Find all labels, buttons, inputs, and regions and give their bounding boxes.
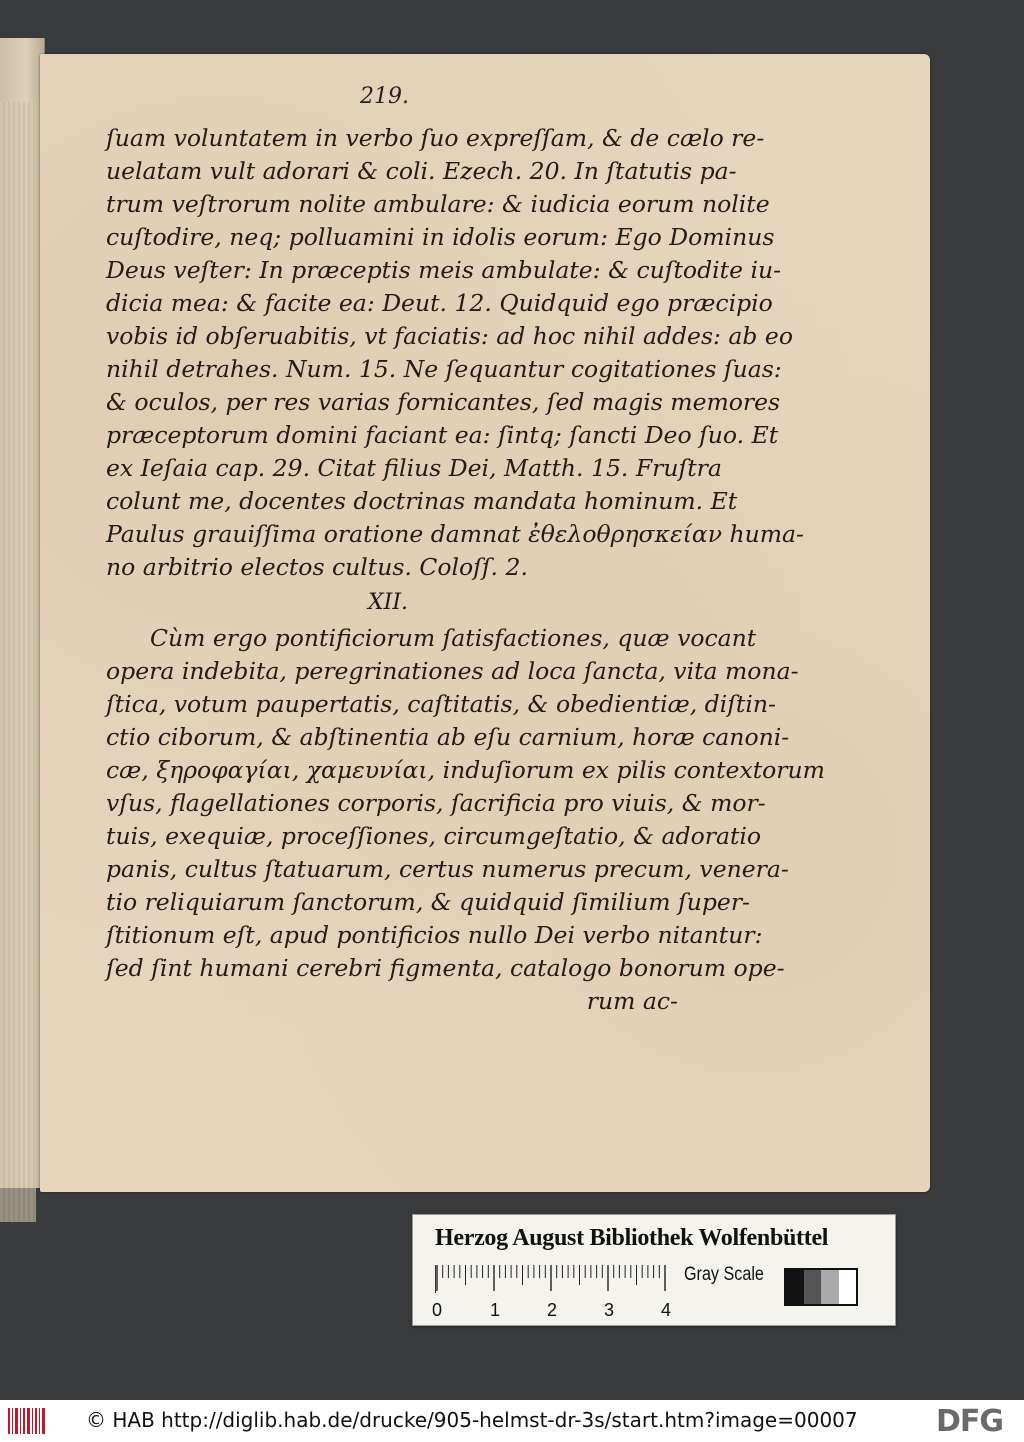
- ruler-number: 3: [604, 1300, 615, 1320]
- text-line: nihil detrahes. Num. 15. Ne ſequantur cogitationes ſuas:: [106, 355, 782, 383]
- section-line: vſus, flagellationes corporis, ſacrificia pro viuis, & mor-: [106, 789, 766, 817]
- page-number: 219.: [360, 84, 409, 109]
- catchword: rum ac-: [586, 987, 678, 1015]
- gray-swatch-black: [786, 1270, 804, 1304]
- gray-scale-label: Gray Scale: [684, 1264, 764, 1285]
- text-line: Paulus grauiſſima oratione damnat ἐθελοθρησκείαν huma-: [106, 520, 804, 548]
- ruler-number: 2: [547, 1300, 558, 1320]
- page-text: [106, 122, 825, 1018]
- section-line: ctio ciborum, & abſtinentia ab eſu carnium, horæ canoni-: [106, 723, 790, 751]
- library-title: Herzog August Bibliothek Wolfenbüttel: [435, 1225, 829, 1251]
- ruler-number: 4: [661, 1300, 672, 1320]
- ruler-ticks: [436, 1265, 676, 1293]
- text-line: no arbitrio electos cultus. Coloſſ. 2.: [106, 553, 528, 581]
- barcode-icon: [8, 1406, 48, 1436]
- previous-page-leaves: [0, 102, 36, 1222]
- gray-swatch-white: [839, 1270, 857, 1304]
- text-line: cuſtodire, neq; polluamini in idolis eorum: Ego Dominus: [106, 223, 775, 251]
- section-line: ſed ſint humani cerebri figmenta, catalogo bonorum ope-: [106, 954, 785, 982]
- section-line: tio reliquiarum ſanctorum, & quidquid ſimilium ſuper-: [106, 888, 750, 916]
- text-line: ſuam voluntatem in verbo ſuo expreſſam, & de cælo re-: [106, 124, 765, 152]
- section-line: ſtica, votum paupertatis, caſtitatis, & obedientiæ, diſtin-: [106, 690, 776, 718]
- previous-page-edge: [0, 38, 45, 1188]
- measurement-ruler: [435, 1265, 676, 1293]
- text-line: & oculos, per res varias fornicantes, ſed magis memores: [106, 388, 781, 416]
- section-line: ſtitionum eſt, apud pontificios nullo Dei verbo nitantur:: [106, 921, 763, 949]
- section-line: panis, cultus ſtatuarum, certus numerus precum, venera-: [106, 855, 789, 883]
- section-line: tuis, exequiæ, proceſſiones, circumgeſtatio, & adoratio: [106, 822, 762, 850]
- text-line: Deus veſter: In præceptis meis ambulate: & cuſtodite iu-: [106, 256, 782, 284]
- ruler-number: 0: [432, 1300, 443, 1320]
- text-line: præceptorum domini faciant ea: ſintq; ſancti Deo ſuo. Et: [106, 421, 779, 449]
- ruler-number: 1: [490, 1300, 501, 1320]
- dfg-logo: DFG: [936, 1404, 1004, 1439]
- section-heading: XII.: [368, 590, 409, 615]
- section-line: opera indebita, peregrinationes ad loca ſancta, vita mona-: [106, 657, 799, 685]
- text-line: vobis id obſeruabitis, vt faciatis: ad hoc nihil addes: ab eo: [106, 322, 793, 350]
- text-line: uelatam vult adorari & coli. Ezech. 20. In ſtatutis pa-: [106, 157, 737, 185]
- footer-url[interactable]: © HAB http://diglib.hab.de/drucke/905-helmst-dr-3s/start.htm?image=00007: [86, 1408, 858, 1432]
- gray-swatch-dark: [804, 1270, 822, 1304]
- section-line: cæ, ξηροφαγίαι, χαμευνίαι, induſiorum ex pilis contextorum: [106, 756, 825, 784]
- text-line: ex Ieſaia cap. 29. Citat filius Dei, Matth. 15. Fruſtra: [106, 454, 722, 482]
- text-line: colunt me, docentes doctrinas mandata hominum. Et: [106, 487, 738, 515]
- gray-scale-swatch: [784, 1268, 858, 1306]
- text-line: dicia mea: & facite ea: Deut. 12. Quidquid ego præcipio: [106, 289, 773, 317]
- section-line: Cùm ergo pontificiorum ſatisfactiones, quæ vocant: [150, 624, 757, 652]
- text-line: trum veſtrorum nolite ambulare: & iudicia eorum nolite: [106, 190, 770, 218]
- gray-swatch-light: [821, 1270, 839, 1304]
